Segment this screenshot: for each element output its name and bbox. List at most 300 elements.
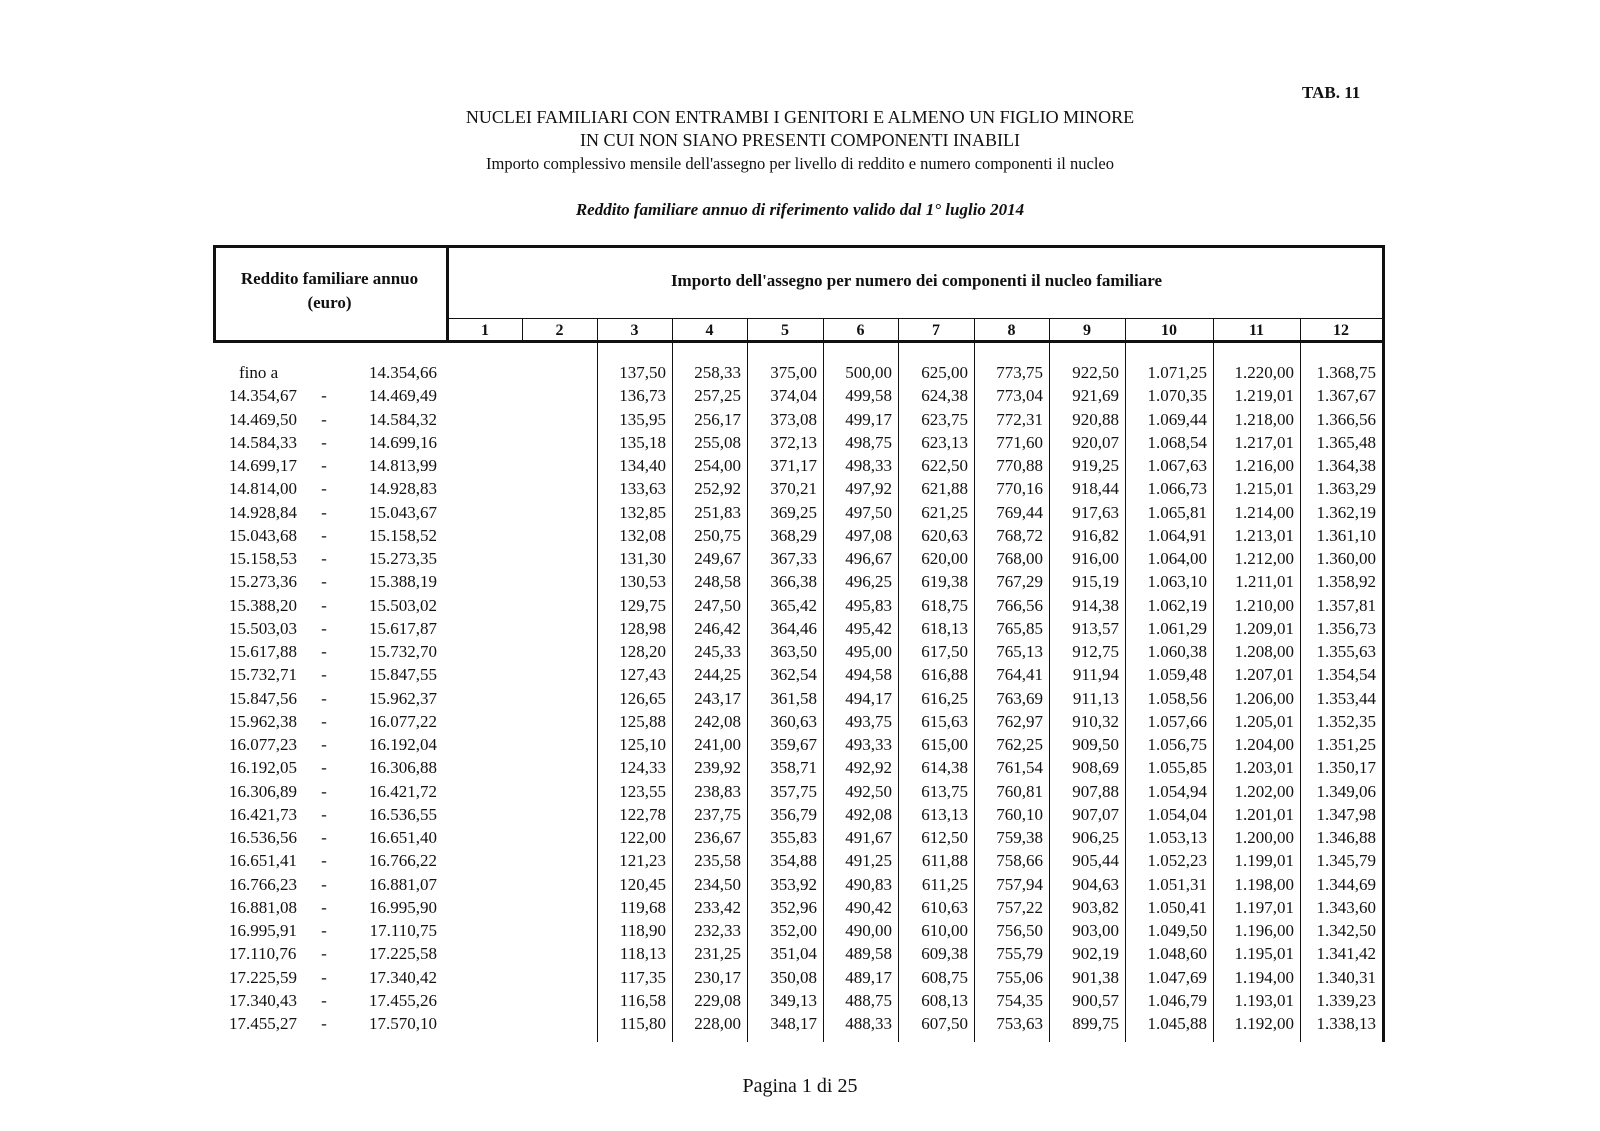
amount-cell: 913,57 [1072, 618, 1119, 638]
amount-cell: 355,83 [770, 828, 817, 847]
amount-cell: 374,04 [770, 386, 817, 406]
amount-cell: 493,75 [845, 711, 892, 731]
amount-cell: 131,30 [619, 549, 666, 568]
amount-cell: 497,50 [845, 502, 892, 522]
income-to: 17.110,75 [369, 921, 437, 940]
income-from: 14.584,33 [229, 432, 297, 452]
income-separator: - [321, 828, 327, 847]
amount-cell: 907,88 [1072, 781, 1119, 801]
amount-cell: 616,25 [921, 688, 968, 708]
amount-cell: 1.202,00 [1234, 781, 1294, 801]
income-from: 15.962,38 [229, 711, 297, 731]
income-to: 16.077,22 [369, 711, 437, 731]
amount-cell: 1.204,00 [1234, 735, 1294, 754]
amount-cell: 755,79 [996, 944, 1043, 964]
amount-cell: 1.045,88 [1147, 1014, 1207, 1033]
amount-cell: 249,67 [694, 549, 741, 568]
amount-cell: 1.046,79 [1147, 990, 1207, 1010]
income-from: 16.766,23 [229, 874, 297, 894]
amount-cell: 754,35 [996, 990, 1043, 1010]
amount-cell: 252,92 [694, 479, 741, 499]
income-from: 17.110,76 [229, 944, 297, 964]
amount-cell: 357,75 [770, 781, 817, 801]
amount-cell: 1.213,01 [1234, 525, 1294, 545]
allowance-table [213, 245, 1385, 1042]
amount-cell: 243,17 [694, 688, 741, 708]
amount-cell: 624,38 [921, 386, 968, 406]
income-to: 16.192,04 [369, 735, 437, 754]
amount-cell: 118,90 [619, 921, 666, 940]
amount-cell: 623,13 [921, 432, 968, 452]
amount-cell: 1.047,69 [1147, 967, 1207, 987]
amount-cell: 908,69 [1072, 758, 1119, 778]
amount-cell: 1.207,01 [1234, 665, 1294, 685]
amount-cell: 1.057,66 [1147, 711, 1207, 731]
amount-cell: 135,18 [619, 432, 666, 452]
amount-cell: 361,58 [770, 688, 817, 708]
amount-cell: 610,00 [921, 921, 968, 940]
amount-cell: 128,20 [619, 642, 666, 661]
amount-cell: 251,83 [694, 502, 741, 522]
income-separator: - [321, 665, 327, 685]
amount-cell: 250,75 [694, 525, 741, 545]
amount-cell: 616,88 [921, 665, 968, 685]
column-number: 3 [630, 322, 639, 339]
income-separator: - [321, 525, 327, 545]
table-row [213, 501, 1385, 524]
amount-cell: 1.067,63 [1147, 456, 1207, 475]
amount-cell: 756,50 [996, 921, 1043, 940]
table-row [213, 919, 1385, 942]
table-row [213, 780, 1385, 803]
amount-cell: 1.362,19 [1316, 502, 1376, 522]
amount-cell: 1.058,56 [1147, 688, 1207, 708]
amount-cell: 1.368,75 [1316, 363, 1376, 382]
amount-cell: 1.364,38 [1316, 456, 1376, 475]
amount-cell: 1.061,29 [1147, 618, 1207, 638]
amount-cell: 369,25 [770, 502, 817, 522]
amount-cell: 1.060,38 [1147, 642, 1207, 661]
income-to: 14.354,66 [369, 363, 437, 382]
amount-cell: 911,13 [1072, 688, 1119, 708]
amount-cell: 1.070,35 [1147, 386, 1207, 406]
column-number: 7 [932, 322, 940, 339]
amount-cell: 1.208,00 [1234, 642, 1294, 661]
amount-cell: 1.209,01 [1234, 618, 1294, 638]
amount-cell: 235,58 [694, 851, 741, 871]
column-number: 10 [1161, 322, 1177, 339]
amount-cell: 371,17 [770, 456, 817, 475]
amount-cell: 1.338,13 [1316, 1014, 1376, 1033]
amount-cell: 1.052,23 [1147, 851, 1207, 871]
amount-cell: 245,33 [694, 642, 741, 661]
amount-cell: 917,63 [1072, 502, 1119, 522]
amount-cell: 1.056,75 [1147, 735, 1207, 754]
amount-cell: 248,58 [694, 572, 741, 592]
income-to: 17.455,26 [369, 990, 437, 1010]
income-to: 15.273,35 [369, 549, 437, 568]
amount-cell: 121,23 [619, 851, 666, 871]
table-row [213, 640, 1385, 663]
amount-cell: 491,25 [845, 851, 892, 871]
table-row [213, 663, 1385, 686]
income-from: 14.354,67 [229, 386, 297, 406]
income-from: 15.043,68 [229, 525, 297, 545]
amount-cell: 126,65 [619, 688, 666, 708]
income-separator: - [321, 735, 327, 754]
amount-cell: 1.053,13 [1147, 828, 1207, 847]
amount-cell: 489,58 [845, 944, 892, 964]
amount-cell: 767,29 [996, 572, 1043, 592]
amount-cell: 367,33 [770, 549, 817, 568]
amount-cell: 115,80 [619, 1014, 666, 1033]
amount-cell: 613,13 [921, 804, 968, 824]
income-separator: - [321, 781, 327, 801]
amount-cell: 1.345,79 [1316, 851, 1376, 871]
table-row [213, 594, 1385, 617]
amount-cell: 488,33 [845, 1014, 892, 1033]
amount-cell: 1.063,10 [1147, 572, 1207, 592]
income-from: 14.928,84 [229, 502, 297, 522]
income-from: 16.306,89 [229, 781, 297, 801]
income-from: 16.077,23 [229, 735, 297, 754]
income-from: 17.225,59 [229, 967, 297, 987]
income-from: 15.617,88 [229, 642, 297, 661]
amount-cell: 364,46 [770, 618, 817, 638]
income-from: 15.503,03 [229, 618, 297, 638]
amount-cell: 228,00 [694, 1014, 741, 1033]
amount-cell: 129,75 [619, 595, 666, 615]
amount-cell: 238,83 [694, 781, 741, 801]
amount-cell: 618,13 [921, 618, 968, 638]
amount-cell: 236,67 [694, 828, 741, 847]
amount-cell: 492,08 [845, 804, 892, 824]
amount-cell: 905,44 [1072, 851, 1119, 871]
amount-cell: 232,33 [694, 921, 741, 940]
amount-cell: 353,92 [770, 874, 817, 894]
amount-cell: 612,50 [921, 828, 968, 847]
amount-cell: 499,17 [845, 409, 892, 429]
amount-cell: 771,60 [996, 432, 1043, 452]
amount-cell: 765,13 [996, 642, 1043, 661]
amount-cell: 233,42 [694, 897, 741, 917]
income-to: 17.340,42 [369, 967, 437, 987]
amount-cell: 909,50 [1072, 735, 1119, 754]
amount-cell: 921,69 [1072, 386, 1119, 406]
right-header-bottom [448, 318, 1385, 319]
amount-cell: 759,38 [996, 828, 1043, 847]
income-to: 15.847,55 [369, 665, 437, 685]
table-row [213, 384, 1385, 407]
table-row [213, 989, 1385, 1012]
amount-cell: 903,00 [1072, 921, 1119, 940]
column-number: 9 [1083, 322, 1091, 339]
amount-cell: 1.068,54 [1147, 432, 1207, 452]
amount-cell: 1.341,42 [1316, 944, 1376, 964]
table-row [213, 477, 1385, 500]
income-separator: - [321, 456, 327, 475]
income-to: 15.732,70 [369, 642, 437, 661]
income-header-line2: (euro) [307, 293, 352, 312]
amount-cell: 495,00 [845, 642, 892, 661]
income-from: 15.388,20 [229, 595, 297, 615]
amount-cell: 254,00 [694, 456, 741, 475]
amount-cell: 354,88 [770, 851, 817, 871]
amount-cell: 1.350,17 [1316, 758, 1376, 778]
income-from: 16.421,73 [229, 804, 297, 824]
amount-cell: 1.218,00 [1234, 409, 1294, 429]
amount-cell: 618,75 [921, 595, 968, 615]
amount-cell: 120,45 [619, 874, 666, 894]
table-row [213, 687, 1385, 710]
amount-cell: 496,25 [845, 572, 892, 592]
amount-cell: 372,13 [770, 432, 817, 452]
table-row [213, 733, 1385, 756]
table-row [213, 547, 1385, 570]
title-line-1: NUCLEI FAMILIARI CON ENTRAMBI I GENITORI E ALMENO UN FIGLIO MINORE [465, 107, 1135, 127]
table-row [213, 826, 1385, 849]
amount-cell: 762,25 [996, 735, 1043, 754]
amount-cell: 766,56 [996, 595, 1043, 615]
income-to: 15.388,19 [369, 572, 437, 592]
amount-cell: 920,88 [1072, 409, 1119, 429]
amount-cell: 607,50 [921, 1014, 968, 1033]
amount-cell: 922,50 [1072, 363, 1119, 382]
amount-cell: 1.192,00 [1234, 1014, 1294, 1033]
amount-cell: 1.342,50 [1316, 921, 1376, 940]
amount-cell: 1.344,69 [1316, 874, 1376, 894]
amount-cell: 257,25 [694, 386, 741, 406]
table-number: TAB. 11 [1302, 83, 1361, 102]
amount-cell: 762,97 [996, 711, 1043, 731]
amount-cell: 615,00 [921, 735, 968, 754]
income-separator: - [321, 432, 327, 452]
amount-cell: 1.346,88 [1316, 828, 1376, 847]
table-row [213, 524, 1385, 547]
amount-cell: 491,67 [845, 828, 892, 847]
amount-cell: 769,44 [996, 502, 1043, 522]
income-separator: - [321, 804, 327, 824]
amount-cell: 903,82 [1072, 897, 1119, 917]
amount-cell: 244,25 [694, 665, 741, 685]
amount-cell: 124,33 [619, 758, 666, 778]
income-separator: - [321, 711, 327, 731]
amount-cell: 370,21 [770, 479, 817, 499]
table-row [213, 431, 1385, 454]
amount-header: Importo dell'assegno per numero dei componenti il nucleo familiare [670, 271, 1163, 290]
amount-cell: 349,13 [770, 990, 817, 1010]
amount-cell: 753,63 [996, 1014, 1043, 1033]
amount-cell: 617,50 [921, 642, 968, 661]
table-row [213, 1012, 1385, 1035]
amount-cell: 1.212,00 [1234, 549, 1294, 568]
income-header-line1: Reddito familiare annuo [240, 269, 419, 288]
amount-cell: 497,08 [845, 525, 892, 545]
amount-cell: 362,54 [770, 665, 817, 685]
income-separator: - [321, 479, 327, 499]
amount-cell: 239,92 [694, 758, 741, 778]
amount-cell: 914,38 [1072, 595, 1119, 615]
amount-cell: 764,41 [996, 665, 1043, 685]
amount-cell: 356,79 [770, 804, 817, 824]
amount-cell: 1.363,29 [1316, 479, 1376, 499]
income-from: 16.536,56 [229, 828, 297, 847]
amount-cell: 489,17 [845, 967, 892, 987]
amount-cell: 904,63 [1072, 874, 1119, 894]
amount-cell: 128,98 [619, 618, 666, 638]
amount-cell: 608,75 [921, 967, 968, 987]
amount-cell: 352,00 [770, 921, 817, 940]
amount-cell: 493,33 [845, 735, 892, 754]
amount-cell: 1.211,01 [1235, 572, 1294, 592]
amount-cell: 351,04 [770, 944, 817, 964]
table-row [213, 454, 1385, 477]
column-number: 1 [481, 322, 489, 339]
amount-cell: 1.361,10 [1316, 525, 1376, 545]
amount-cell: 900,57 [1072, 990, 1119, 1010]
amount-cell: 500,00 [845, 363, 892, 382]
title-line-3: Importo complessivo mensile dell'assegno per livello di reddito e numero componenti il nucleo [486, 154, 1114, 173]
amount-cell: 763,69 [996, 688, 1043, 708]
amount-cell: 902,19 [1072, 944, 1119, 964]
amount-cell: 1.217,01 [1234, 432, 1294, 452]
amount-cell: 490,83 [845, 874, 892, 894]
amount-cell: 358,71 [770, 758, 817, 778]
amount-cell: 1.059,48 [1147, 665, 1207, 685]
amount-cell: 621,25 [921, 502, 968, 522]
amount-cell: 1.339,23 [1316, 990, 1376, 1010]
amount-cell: 1.048,60 [1147, 944, 1207, 964]
amount-cell: 492,50 [845, 781, 892, 801]
amount-cell: 770,88 [996, 456, 1043, 475]
income-to: 14.699,16 [369, 432, 437, 452]
amount-cell: 490,00 [845, 921, 892, 940]
amount-cell: 910,32 [1072, 711, 1119, 731]
amount-cell: 125,88 [619, 711, 666, 731]
income-from: 17.455,27 [229, 1014, 297, 1033]
amount-cell: 1.365,48 [1316, 432, 1376, 452]
income-from: 14.699,17 [229, 456, 297, 475]
income-separator: - [321, 502, 327, 522]
amount-cell: 1.352,35 [1316, 711, 1376, 731]
table-row [213, 361, 1385, 384]
income-to: 16.881,07 [369, 874, 437, 894]
income-to: 16.995,90 [369, 897, 437, 917]
amount-cell: 1.198,00 [1234, 874, 1294, 894]
amount-cell: 1.071,25 [1147, 363, 1207, 382]
amount-cell: 757,94 [996, 874, 1043, 894]
income-from: 14.814,00 [229, 479, 297, 499]
column-number: 8 [1007, 322, 1016, 339]
income-to: 16.536,55 [369, 804, 437, 824]
amount-cell: 622,50 [921, 456, 968, 475]
income-to: 16.306,88 [369, 758, 437, 778]
table-row [213, 803, 1385, 826]
amount-cell: 1.066,73 [1147, 479, 1207, 499]
amount-cell: 495,83 [845, 595, 892, 615]
amount-cell: 116,58 [619, 990, 666, 1010]
amount-cell: 1.206,00 [1234, 688, 1294, 708]
amount-cell: 773,04 [996, 386, 1043, 406]
income-from: 17.340,43 [229, 990, 297, 1010]
income-to: 15.158,52 [369, 525, 437, 545]
amount-cell: 1.199,01 [1234, 851, 1294, 871]
income-to: 15.617,87 [369, 618, 437, 638]
amount-cell: 768,72 [996, 525, 1043, 545]
table-row [213, 849, 1385, 872]
amount-cell: 1.049,50 [1147, 921, 1207, 940]
amount-cell: 1.340,31 [1316, 967, 1376, 987]
amount-cell: 231,25 [694, 944, 741, 964]
amount-cell: 1.195,01 [1234, 944, 1294, 964]
amount-cell: 1.366,56 [1316, 409, 1376, 429]
income-from: 15.732,71 [229, 665, 297, 685]
amount-cell: 133,63 [619, 479, 666, 499]
income-to: 14.469,49 [369, 386, 437, 406]
amount-cell: 137,50 [619, 363, 666, 382]
amount-cell: 373,08 [770, 409, 817, 429]
income-separator: - [321, 572, 327, 592]
income-separator: - [321, 897, 327, 917]
income-to: 14.584,32 [369, 409, 437, 429]
income-header [213, 267, 446, 315]
amount-cell: 1.220,00 [1234, 363, 1294, 382]
table-top-border [213, 245, 1385, 248]
subtitle: Reddito familiare annuo di riferimento valido dal 1° luglio 2014 [575, 200, 1025, 219]
amount-cell: 237,75 [694, 804, 741, 824]
amount-cell: 620,00 [921, 549, 968, 568]
income-separator: - [321, 409, 327, 429]
amount-cell: 366,38 [770, 572, 817, 592]
amount-cell: 611,25 [921, 874, 968, 894]
amount-cell: 1.201,01 [1234, 804, 1294, 824]
amount-cell: 498,33 [845, 456, 892, 475]
income-to: 14.813,99 [369, 456, 437, 475]
amount-cell: 901,38 [1072, 967, 1119, 987]
amount-cell: 494,58 [845, 665, 892, 685]
amount-cell: 1.055,85 [1147, 758, 1207, 778]
table-row [213, 710, 1385, 733]
amount-cell: 488,75 [845, 990, 892, 1010]
income-separator: - [321, 990, 327, 1010]
amount-cell: 609,38 [921, 944, 968, 964]
income-from: 14.469,50 [229, 409, 297, 429]
amount-cell: 368,29 [770, 525, 817, 545]
amount-cell: 495,42 [845, 618, 892, 638]
amount-cell: 360,63 [770, 711, 817, 731]
amount-cell: 229,08 [694, 990, 741, 1010]
income-separator: - [321, 642, 327, 661]
amount-cell: 1.353,44 [1316, 688, 1376, 708]
amount-cell: 625,00 [921, 363, 968, 382]
income-from: 15.273,36 [229, 572, 297, 592]
amount-cell: 255,08 [694, 432, 741, 452]
column-number: 5 [781, 322, 789, 339]
income-separator: - [321, 758, 327, 778]
income-from: 16.651,41 [229, 851, 297, 871]
income-to: 16.651,40 [369, 828, 437, 847]
column-number: 11 [1248, 322, 1265, 339]
income-separator: - [321, 874, 327, 894]
amount-cell: 1.216,00 [1234, 456, 1294, 475]
amount-cell: 497,92 [845, 479, 892, 499]
amount-cell: 1.349,06 [1316, 781, 1376, 801]
table-row [213, 617, 1385, 640]
amount-cell: 352,96 [770, 897, 817, 917]
income-to: 15.962,37 [369, 688, 437, 708]
amount-cell: 765,85 [996, 618, 1043, 638]
income-to: 16.766,22 [369, 851, 437, 871]
